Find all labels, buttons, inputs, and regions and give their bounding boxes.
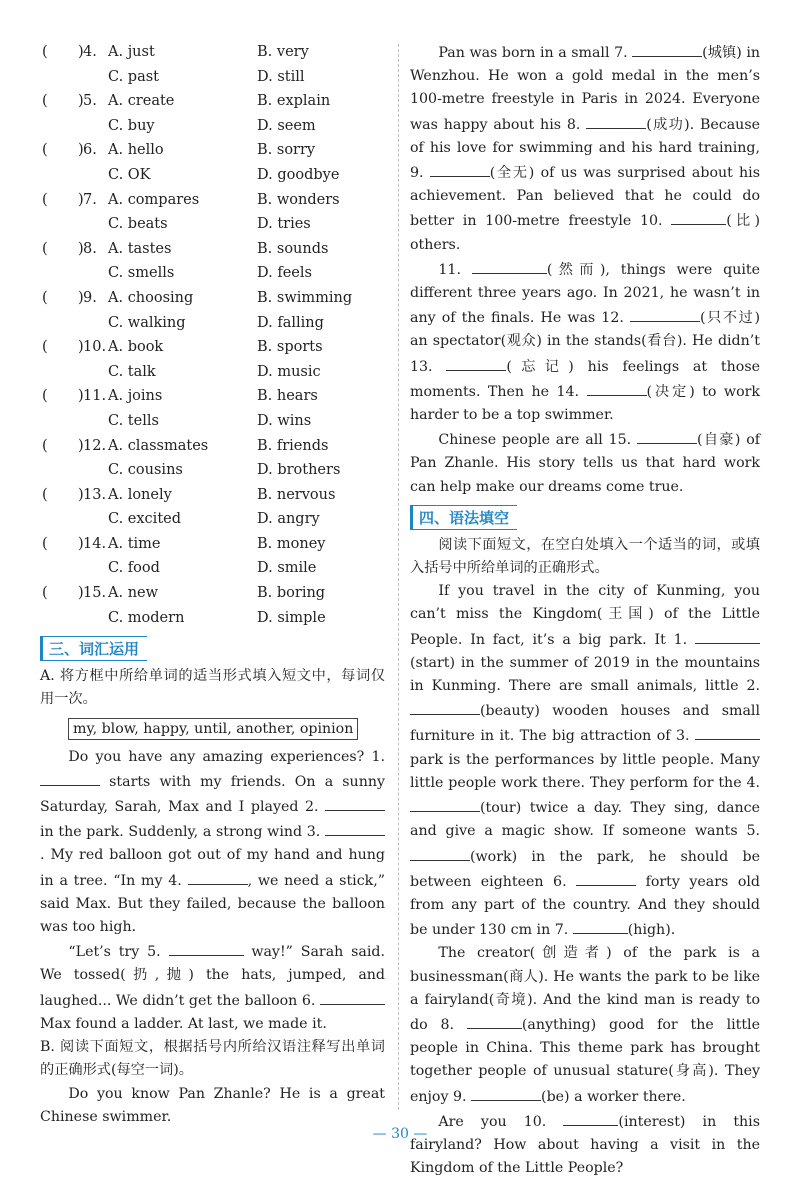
option-c: C. past (108, 68, 159, 85)
option-b: B. sounds (257, 240, 329, 257)
option-d: D. feels (257, 265, 312, 282)
question-number: 13. (83, 486, 107, 503)
answer-paren-close: ) (78, 142, 84, 159)
answer-paren-open[interactable]: ( (42, 437, 48, 454)
mc-question-row (40, 434, 385, 459)
option-b: B. explain (257, 93, 331, 110)
blank-13[interactable] (446, 354, 506, 371)
grammar-blank-1[interactable] (695, 627, 760, 644)
option-c: C. smells (108, 265, 175, 282)
blank-6[interactable] (320, 988, 385, 1005)
answer-paren-close: ) (78, 339, 84, 356)
mc-question-row (40, 286, 385, 311)
section-3-title: 三、词汇运用 (40, 636, 147, 661)
mc-question-row (40, 188, 385, 213)
question-number: 12. (83, 437, 107, 454)
option-d: D. brothers (257, 462, 341, 479)
option-a: A. joins (108, 388, 163, 405)
answer-paren-close: ) (78, 437, 84, 454)
mc-question-row (40, 89, 385, 114)
mc-question-row-2 (40, 212, 385, 237)
question-number: 9. (83, 289, 97, 306)
grammar-blank-9[interactable] (471, 1084, 541, 1101)
answer-paren-open[interactable]: ( (42, 585, 48, 602)
option-c: C. modern (108, 609, 185, 626)
option-b: B. money (257, 535, 326, 552)
mc-question-row (40, 532, 385, 557)
grammar-blank-6[interactable] (576, 869, 636, 886)
option-d: D. still (257, 68, 305, 85)
answer-paren-open[interactable]: ( (42, 191, 48, 208)
option-a: A. tastes (108, 240, 172, 257)
option-a: A. book (108, 339, 164, 356)
column-divider (398, 44, 399, 1110)
passage-b-paragraph-1: Do you know Pan Zhanle? He is a great Chinese swimmer. (40, 1085, 385, 1125)
option-c: C. buy (108, 117, 155, 134)
mc-question-row (40, 335, 385, 360)
option-b: B. swimming (257, 289, 353, 306)
grammar-paragraph-2: The creator(创造者) of the park is a businessman(商人). He wants the park to be like a fairyland(奇境). And the kind man is ready to do 8. (anything) good for the little people in China. This theme park has brought together people of unusual stature(身高). They enjoy 9. (be) a worker there. (410, 945, 760, 1105)
question-number: 14. (83, 535, 107, 552)
option-d: D. falling (257, 314, 324, 331)
question-number: 7. (83, 191, 97, 208)
answer-paren-open[interactable]: ( (42, 142, 48, 159)
option-a: A. choosing (108, 289, 194, 306)
mc-question-row (40, 384, 385, 409)
option-d: D. goodbye (257, 166, 340, 183)
left-column (40, 40, 385, 1129)
question-number: 10. (83, 339, 107, 356)
mc-question-row-2 (40, 606, 385, 631)
option-c: C. food (108, 560, 160, 577)
option-d: D. wins (257, 412, 312, 429)
answer-paren-close: ) (78, 535, 84, 552)
grammar-blank-2[interactable] (410, 698, 480, 715)
option-b: B. very (257, 44, 309, 60)
option-a: A. time (108, 535, 161, 552)
option-a: A. just (108, 44, 155, 60)
option-b: B. boring (257, 585, 326, 602)
blank-5[interactable] (169, 939, 244, 956)
option-d: D. simple (257, 609, 326, 626)
blank-12[interactable] (630, 305, 700, 322)
option-c: C. beats (108, 216, 168, 233)
answer-paren-close: ) (78, 191, 84, 208)
question-number: 6. (83, 142, 97, 159)
passage-b-paragraph-3: 11. (然而), things were quite different three years ago. In 2021, he wasn’t in any of the finals. He was 12. (只不过) an spectator(观众) in the stands(看台). He didn’t 13. (忘记) his feelings at those moments. Then he 14. (决定) to work harder to be a top swimmer. (410, 257, 760, 427)
answer-paren-close: ) (78, 44, 84, 60)
mc-question-row-2 (40, 261, 385, 286)
mc-question-row-2 (40, 458, 385, 483)
answer-paren-open[interactable]: ( (42, 240, 48, 257)
mc-question-row-2 (40, 409, 385, 434)
grammar-blank-5[interactable] (410, 844, 470, 861)
blank-15[interactable] (637, 427, 697, 444)
mc-question-row (40, 483, 385, 508)
answer-paren-open[interactable]: ( (42, 486, 48, 503)
passage-b-paragraph-4: Chinese people are all 15. (自豪) of Pan Zhanle. His story tells us that hard work can help make our dreams come true. (410, 427, 760, 499)
option-a: A. compares (108, 191, 200, 208)
option-b: B. friends (257, 437, 329, 454)
question-number: 8. (83, 240, 97, 257)
mc-question-row (40, 237, 385, 262)
question-number: 11. (83, 388, 107, 405)
question-number: 4. (83, 44, 97, 60)
blank-3[interactable] (325, 819, 385, 836)
question-number: 5. (83, 93, 97, 110)
grammar-blank-10[interactable] (563, 1109, 618, 1126)
question-number: 15. (83, 585, 107, 602)
blank-10[interactable] (671, 208, 726, 225)
answer-paren-close: ) (78, 240, 84, 257)
answer-paren-close: ) (78, 388, 84, 405)
mc-question-row (40, 581, 385, 606)
mc-question-row-2 (40, 65, 385, 90)
answer-paren-open[interactable]: ( (42, 535, 48, 552)
blank-14[interactable] (587, 379, 647, 396)
option-b: B. hears (257, 388, 318, 405)
section-4-title: 四、语法填空 (410, 505, 517, 530)
option-c: C. tells (108, 412, 159, 429)
grammar-paragraph-3: Are you 10. (interest) in this fairyland? How about having a visit in the Kingdom of the Little People? (410, 1109, 760, 1181)
mc-question-row-2 (40, 311, 385, 336)
part-b-instructions: B. 阅读下面短文，根据括号内所给汉语注释写出单词的正确形式(每空一词)。 (40, 1039, 385, 1079)
grammar-blank-3[interactable] (695, 723, 760, 740)
option-b: B. sorry (257, 142, 316, 159)
option-d: D. music (257, 363, 321, 380)
option-c: C. cousins (108, 462, 183, 479)
option-c: C. talk (108, 363, 156, 380)
option-a: A. hello (108, 142, 164, 159)
answer-paren-open[interactable]: ( (42, 93, 48, 110)
word-box: my, blow, happy, until, another, opinion (68, 718, 358, 740)
option-c: C. OK (108, 166, 151, 183)
part-a-instructions: A. 将方框中所给单词的适当形式填入短文中，每词仅用一次。 (40, 668, 385, 708)
answer-paren-open[interactable]: ( (42, 44, 48, 60)
option-b: B. wonders (257, 191, 340, 208)
answer-paren-open[interactable]: ( (42, 388, 48, 405)
option-c: C. excited (108, 511, 182, 528)
blank-4[interactable] (188, 868, 248, 885)
mc-question-row-2 (40, 360, 385, 385)
answer-paren-close: ) (78, 486, 84, 503)
passage-b-paragraph-2: Pan was born in a small 7. (城镇) in Wenzhou. He won a gold medal in the men’s 100-metre freestyle in Paris in 2024. Everyone was happy about his 8. (成功). Because of his love for swimming and his hard training, 9. (全无) of us was surprised about his achievement. Pan believed that he could do better in 100-metre freestyle 10. (比) others. (410, 40, 760, 257)
mc-question-row (40, 40, 385, 65)
mc-question-row-2 (40, 556, 385, 581)
option-a: A. classmates (108, 437, 209, 454)
mc-question-row-2 (40, 507, 385, 532)
grammar-blank-8[interactable] (467, 1012, 522, 1029)
section-4-instructions: 阅读下面短文，在空白处填入一个适当的词，或填入括号中所给单词的正确形式。 (410, 536, 760, 577)
option-a: A. create (108, 93, 175, 110)
grammar-blank-7[interactable] (573, 917, 628, 934)
option-d: D. tries (257, 216, 311, 233)
option-d: D. seem (257, 117, 316, 134)
grammar-paragraph-1: If you travel in the city of Kunming, you can’t miss the Kingdom(王国) of the Little People. In fact, it’s a big park. It 1. (start) in the summer of 2019 in the mountains in Kunming. There are small animals, little 2. (beauty) wooden houses and small furniture in it. The big attraction of 3. park is the performances by little people. Many little people work there. They perform for the 4. (tour) twice a day. They sing, dance and give a magic show. If someone wants 5. (work) in the park, he should be between eighteen 6. forty years old from any part of the country. And they should be under 130 cm in 7. (high). (410, 583, 760, 939)
passage-a-paragraph-1: Do you have any amazing experiences? 1. starts with my friends. On a sunny Saturday, Sarah, Max and I played 2. in the park. Suddenly, a strong wind 3. . My red balloon got out of my hand and hung in a tree. “In my 4. , we need a stick,” said Max. But they failed, because the balloon was too high. (40, 748, 385, 936)
option-d: D. angry (257, 511, 320, 528)
answer-paren-open[interactable]: ( (42, 339, 48, 356)
answer-paren-close: ) (78, 585, 84, 602)
answer-paren-open[interactable]: ( (42, 289, 48, 306)
mc-question-row-2 (40, 114, 385, 139)
right-column (410, 40, 760, 1180)
blank-7[interactable] (632, 40, 702, 57)
blank-2[interactable] (325, 794, 385, 811)
page-number: — 30 — (372, 1126, 428, 1142)
option-d: D. smile (257, 560, 317, 577)
mc-question-row (40, 138, 385, 163)
option-a: A. new (108, 585, 159, 602)
option-a: A. lonely (108, 486, 172, 503)
option-b: B. nervous (257, 486, 336, 503)
blank-9[interactable] (430, 160, 490, 177)
option-b: B. sports (257, 339, 323, 356)
multiple-choice-list (40, 40, 385, 630)
mc-question-row-2 (40, 163, 385, 188)
grammar-blank-4[interactable] (410, 795, 480, 812)
blank-8[interactable] (586, 112, 646, 129)
blank-1[interactable] (40, 769, 100, 786)
blank-11[interactable] (472, 257, 547, 274)
answer-paren-close: ) (78, 93, 84, 110)
answer-paren-close: ) (78, 289, 84, 306)
option-c: C. walking (108, 314, 186, 331)
passage-a-paragraph-2: “Let’s try 5. way!” Sarah said. We tossed(扔,抛) the hats, jumped, and laughed... We didn’t get the balloon 6. Max found a ladder. At last, we made it. (40, 939, 385, 1036)
